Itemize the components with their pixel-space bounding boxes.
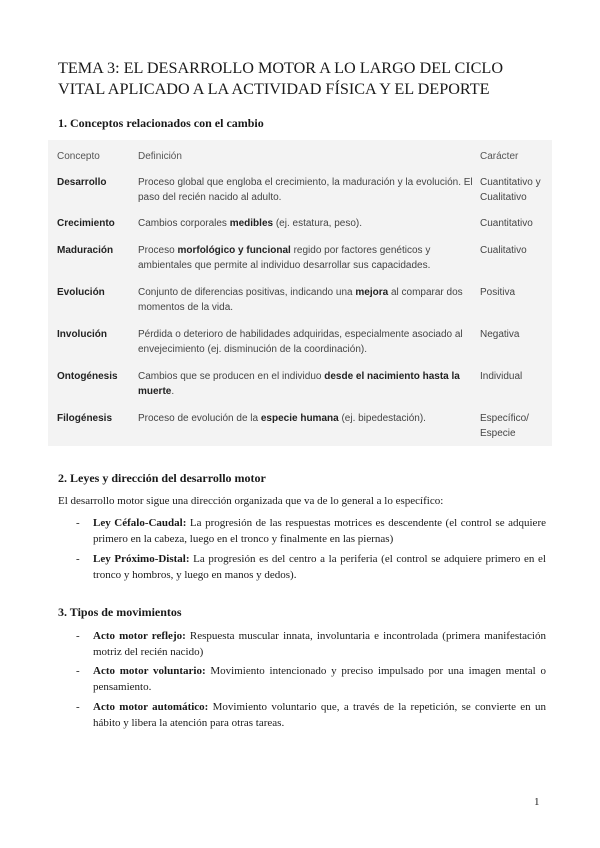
movement-label: Acto motor voluntario: [93,665,206,677]
section-1-heading: 1. Conceptos relacionados con el cambio [58,116,264,130]
bullet-dash: - [76,665,80,677]
nature-cell: Individual [480,371,523,382]
list-item [58,663,546,695]
list-item [58,551,546,583]
page-title: TEMA 3: EL DESARROLLO MOTOR A LO LARGO DEL CICLO VITAL APLICADO A LA ACTIVIDAD FÍSICA Y EL DEPORTE [58,59,504,98]
concepts-table [48,140,552,446]
movement-text: Movimiento voluntario que, a través de la repetición, se convierte en un hábito y libera la atención para otras tareas. [93,701,546,729]
movement-label: Acto motor automático: [93,701,209,713]
definition-cell: Conjunto de diferencias positivas, indicando una mejora al comparar dos momentos de la vida. [138,287,463,313]
nature-cell: Cualitativo [480,245,527,256]
definition-cell: Cambios que se producen en el individuo desde el nacimiento hasta la muerte. [138,371,460,397]
definition-cell: Proceso global que engloba el crecimiento, la maduración y la evolución. El paso del recién nacido al adulto. [138,177,473,203]
definition-cell: Pérdida o deterioro de habilidades adquiridas, especialmente asociado al envejecimiento (ej. disminución de la coordinación). [138,329,463,355]
movement-text: Respuesta muscular innata, involuntaria e incontrolada (primera manifestación motriz del recién nacido) [93,630,546,658]
list-item [58,515,546,547]
header-definition: Definición [138,151,182,162]
definition-cell: Cambios corporales medibles (ej. estatura, peso). [138,218,363,229]
movement-text: Movimiento intencionado y preciso impulsado por una imagen mental o pensamiento. [93,665,546,693]
nature-cell: Específico/ Especie [480,413,529,439]
header-concept: Concepto [57,151,100,162]
concept-cell: Evolución [57,287,105,298]
definition-cell: Proceso de evolución de la especie humana (ej. bipedestación). [138,413,426,424]
law-text: La progresión es del centro a la periferia (el control se adquiere primero en el tronco y hombros, y luego en manos y dedos). [93,553,546,581]
section-2-heading: 2. Leyes y dirección del desarrollo motor [58,471,266,485]
page-number: 1 [534,796,540,808]
definition-cell: Proceso morfológico y funcional regido por factores genéticos y ambientales que permite al individuo desarrollar sus capacidades. [138,245,431,271]
bullet-dash: - [76,701,80,713]
nature-cell: Positiva [480,287,516,298]
concept-cell: Involución [57,329,107,340]
concept-cell: Filogénesis [57,413,113,424]
list-item [58,628,546,660]
nature-cell: Negativa [480,329,520,340]
concept-cell: Desarrollo [57,177,107,188]
concept-cell: Crecimiento [57,218,115,229]
law-text: La progresión de las respuestas motrices es descendente (el control se adquiere primero en la cabeza, luego en el tronco y finalmente en las piernas) [93,517,546,545]
section-2-intro: El desarrollo motor sigue una dirección organizada que va de lo general a lo específico: [58,495,444,507]
nature-cell: Cuantitativo [480,218,533,229]
concept-cell: Maduración [57,245,114,256]
law-label: Ley Próximo-Distal: [93,553,190,565]
nature-cell: Cuantitativo y Cualitativo [480,177,541,203]
header-nature: Carácter [480,151,519,162]
movement-label: Acto motor reflejo: [93,630,186,642]
section-3-heading: 3. Tipos de movimientos [58,605,182,619]
list-item [58,699,546,731]
law-label: Ley Céfalo-Caudal: [93,517,187,529]
concept-cell: Ontogénesis [57,371,118,382]
bullet-dash: - [76,517,80,529]
bullet-dash: - [76,630,80,642]
bullet-dash: - [76,553,80,565]
